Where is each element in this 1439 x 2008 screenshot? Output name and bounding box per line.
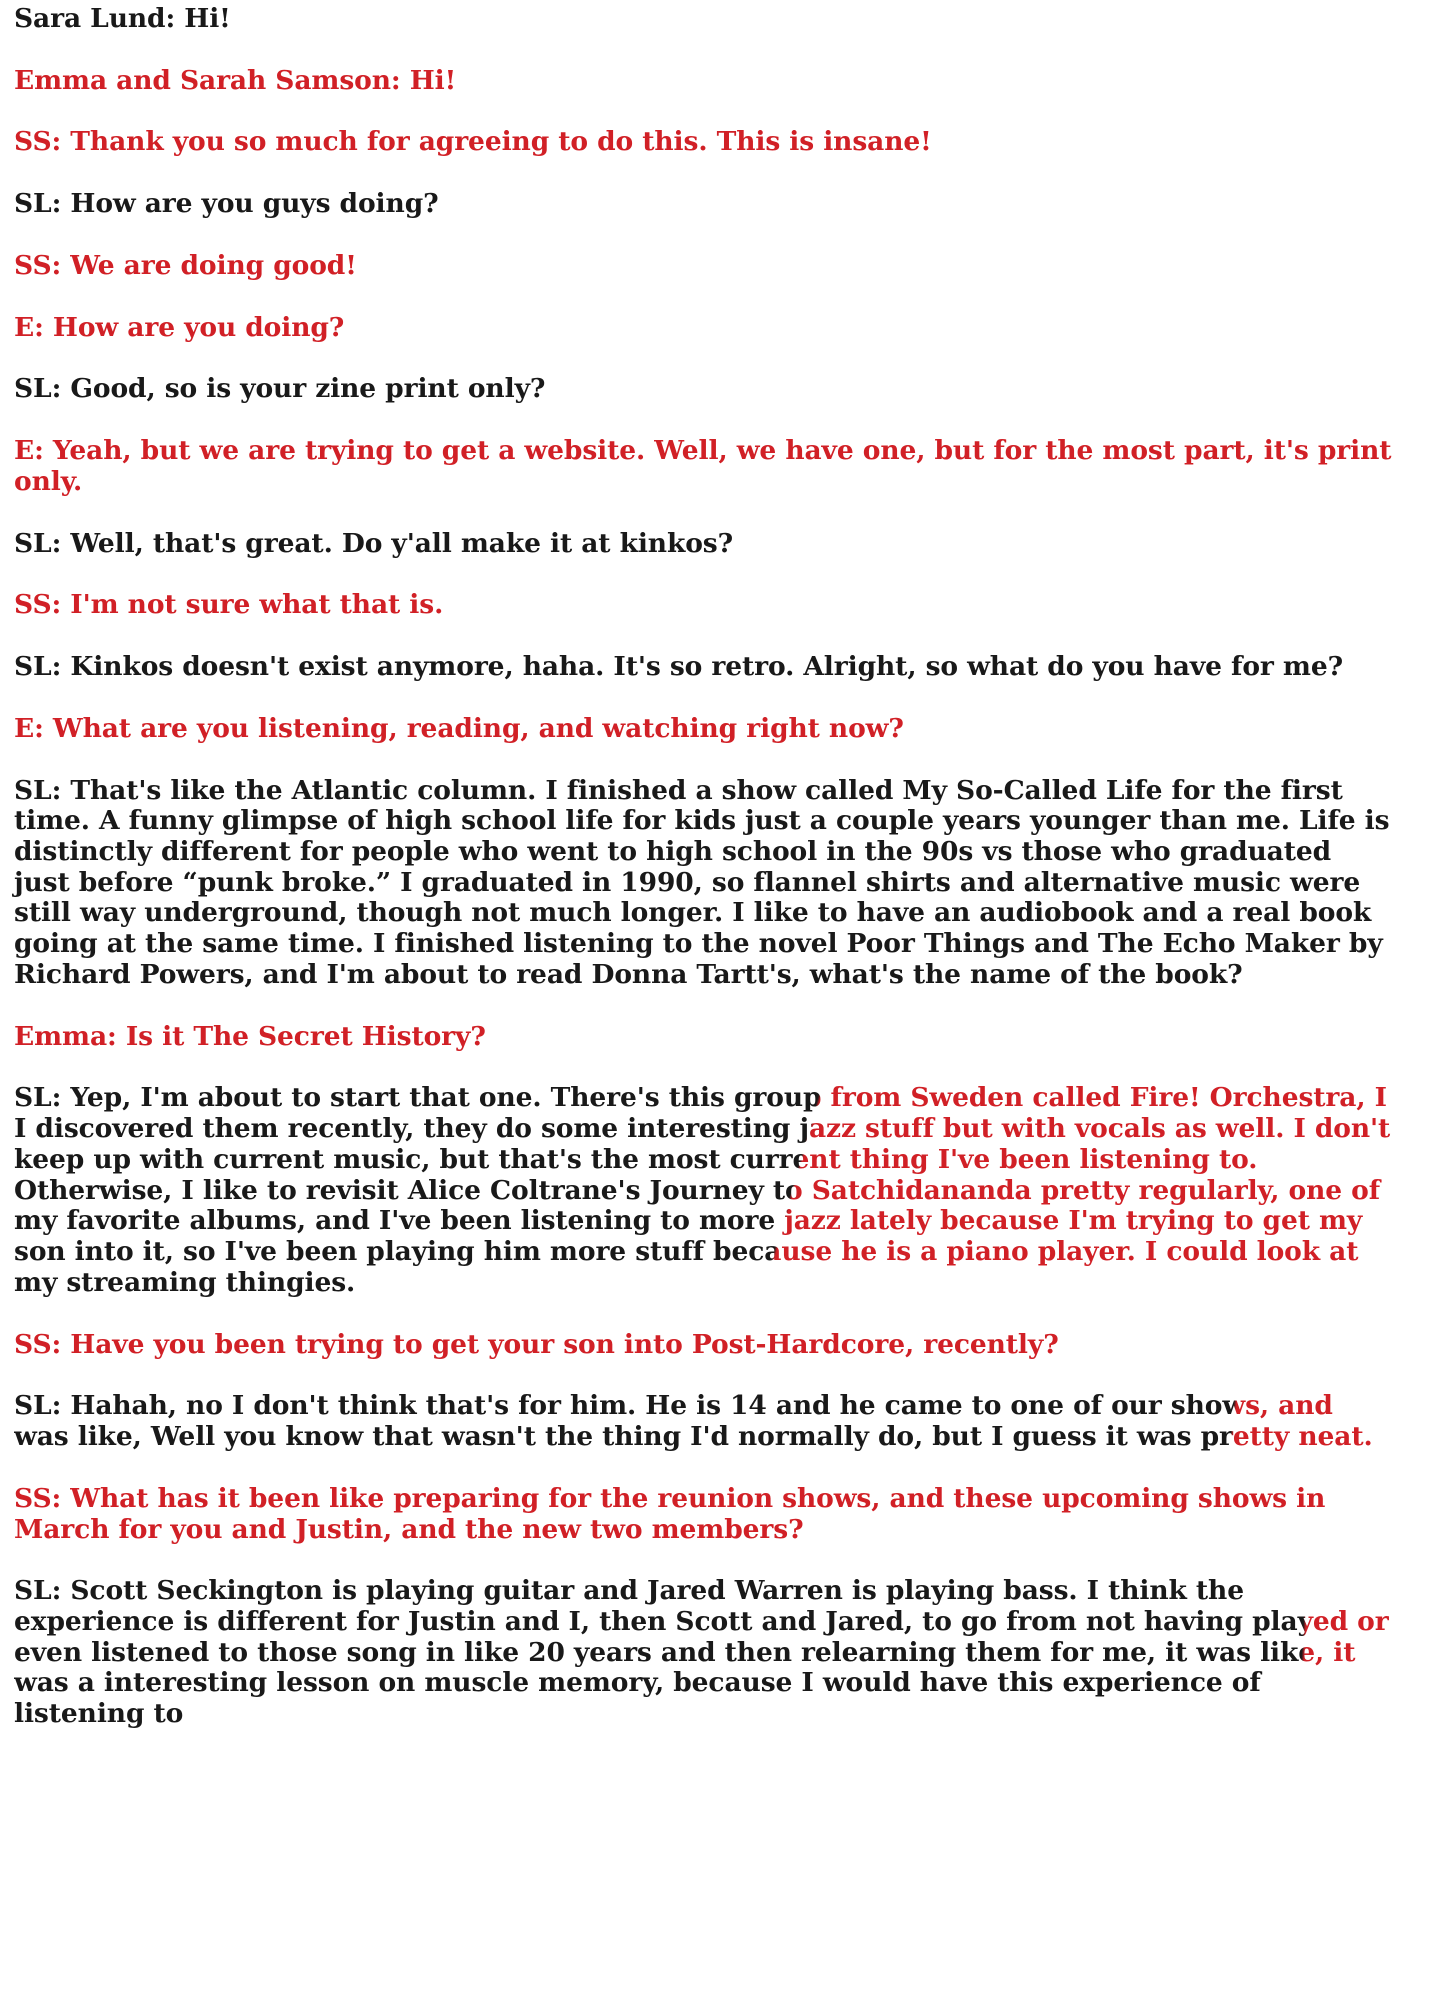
transcript-line-emma-secret-history: Emma: Is it The Secret History? bbox=[14, 1020, 486, 1052]
transcript-line-ss-doing-good: SS: We are doing good! bbox=[14, 249, 357, 281]
transcript-line-sl-how-are-you: SL: How are you guys doing? bbox=[14, 188, 439, 220]
transcript-line-ss-reunion-shows: SS: What has it been like preparing for the reunion shows, and these upcoming shows in March for you and Justin, and the new two members? bbox=[14, 1482, 1326, 1545]
transcript-line-sl-atlantic-column: SL: That's like the Atlantic column. I finished a show called My So-Called Life for the first time. A funny glimpse of high school life for kids just a couple years younger than me. Life is distinctly different for people who went to high school in the 90s vs those who graduated just before “punk broke.” I graduated in 1990, so flannel shirts and alternative music were still way underground, though not much longer. I like to have an audiobook and a real book going at the same time. I finished listening to the novel Poor Things and The Echo Maker by Richard Powers, and I'm about to read Donna Tartt's, what's the name of the book? bbox=[14, 774, 1390, 990]
transcript-line-sl-kinkos-retro: SL: Kinkos doesn't exist anymore, haha. It's so retro. Alright, so what do you have for me? bbox=[14, 651, 1344, 683]
transcript-line-e-how-are-you: E: How are you doing? bbox=[14, 311, 345, 343]
transcript-line-sl-fire-orchestra: SL: Yep, I'm about to start that one. There's this group from Sweden called Fire! Orchestra, I I discovered them recently, they do some interesting jazz stuff but with vocals as well. I don't keep up with current music, but that's the most current thing I've been listening to. Otherwise, I like to revisit Alice Coltrane's Journey to Satchidananda pretty regularly, one of my favorite albums, and I've been listening to more jazz lately because I'm trying to get my son into it, so I've been playing him more stuff because he is a piano player. I could look at my streaming thingies. bbox=[14, 1083, 1395, 1298]
transcript-line-ss-post-hardcore: SS: Have you been trying to get your son into Post-Hardcore, recently? bbox=[14, 1328, 1059, 1360]
transcript-line-e-website: E: Yeah, but we are trying to get a website. Well, we have one, but for the most part, it's print only. bbox=[14, 435, 1392, 497]
transcript-line-ss-not-sure: SS: I'm not sure what that is. bbox=[14, 589, 444, 621]
transcript-line-ss-thanks: SS: Thank you so much for agreeing to do this. This is insane! bbox=[14, 126, 932, 158]
transcript-line-sl-scott-jared: SL: Scott Seckington is playing guitar and Jared Warren is playing bass. I think the experience is different for Justin and I, then Scott and Jared, to go from not having played or even listened to those song in like 20 years and then relearning them for me, it was like, it was a interesting lesson on muscle memory, because I would have this experience of listening to bbox=[14, 1576, 1395, 1730]
transcript-line-sl-son-show: SL: Hahah, no I don't think that's for him. He is 14 and he came to one of our shows, and was like, Well you know that wasn't the thing I'd normally do, but I guess it was pretty neat. bbox=[14, 1391, 1395, 1452]
transcript-line-emma-sarah-greeting: Emma and Sarah Samson: Hi! bbox=[14, 64, 457, 96]
transcript-line-sl-zine-print-only: SL: Good, so is your zine print only? bbox=[14, 373, 546, 405]
transcript-line-e-listening-reading-watching: E: What are you listening, reading, and watching right now? bbox=[14, 712, 904, 744]
transcript-line-sl-kinkos-question: SL: Well, that's great. Do y'all make it at kinkos? bbox=[14, 527, 734, 559]
transcript-line-sara-lund-greeting: Sara Lund: Hi! bbox=[14, 3, 231, 34]
